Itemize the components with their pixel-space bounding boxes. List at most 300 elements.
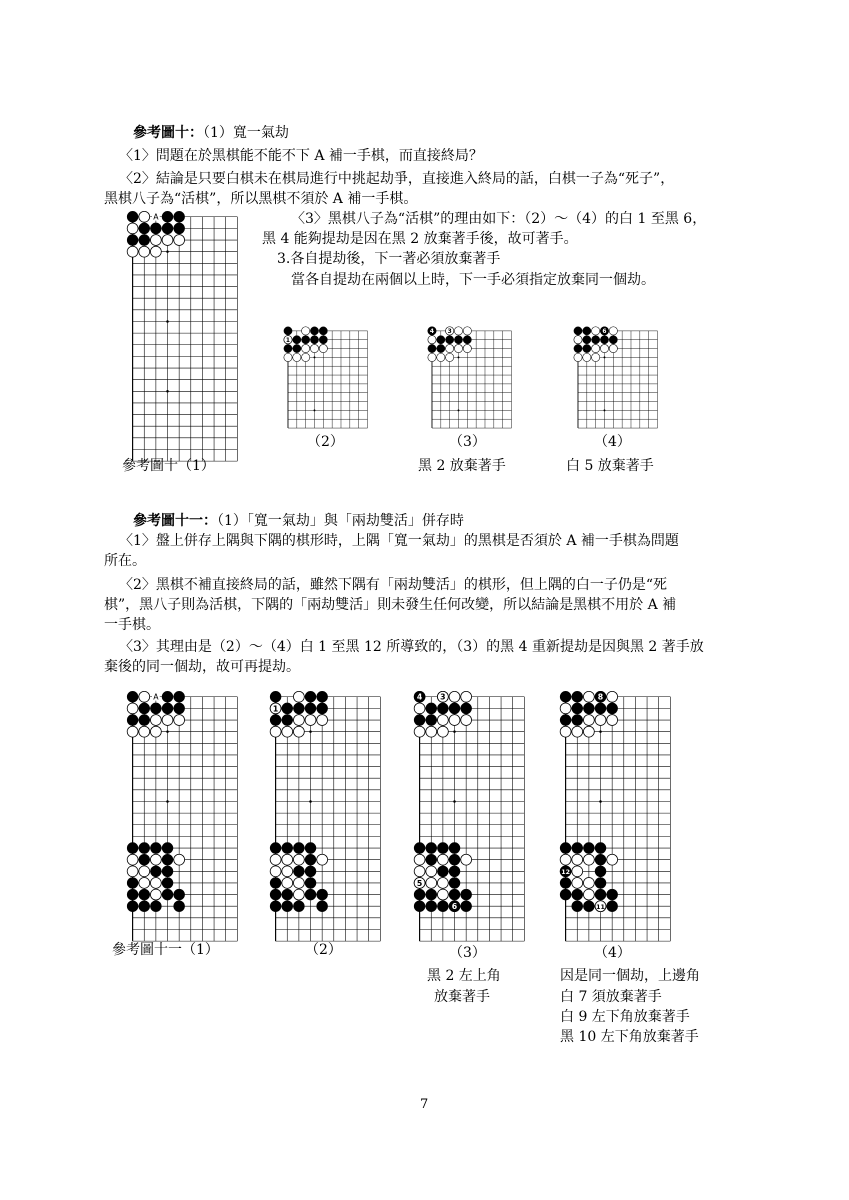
white-stone <box>270 726 281 737</box>
black-stone <box>270 901 281 912</box>
black-stone <box>150 843 161 854</box>
black-stone <box>414 889 425 900</box>
white-stone <box>139 691 150 702</box>
star-point <box>599 800 602 803</box>
go-board-fig11-3 <box>401 689 541 945</box>
white-stone <box>461 715 472 726</box>
section10-heading-rest: （1）寬一氣劫 <box>203 125 289 141</box>
black-stone <box>139 854 150 865</box>
black-stone <box>305 889 316 900</box>
black-stone <box>282 703 293 714</box>
black-stone <box>560 843 571 854</box>
section11-heading-label: 參考圖十一： <box>133 513 217 529</box>
white-stone <box>302 353 310 361</box>
white-stone <box>319 344 327 352</box>
black-stone <box>127 715 138 726</box>
black-stone <box>574 344 582 352</box>
black-stone <box>572 691 583 702</box>
white-stone <box>428 336 436 344</box>
white-stone <box>574 336 582 344</box>
white-stone <box>560 703 571 714</box>
white-stone <box>284 353 292 361</box>
black-stone <box>139 889 150 900</box>
black-stone <box>305 866 316 877</box>
black-stone <box>293 703 304 714</box>
fig11-2-caption: （2） <box>305 942 342 958</box>
white-stone <box>150 878 161 889</box>
white-stone <box>127 854 138 865</box>
black-stone <box>317 889 328 900</box>
section11-p3a: 〈3〉其理由是（2）～（4）白 1 至黑 12 所導致的，（3）的黑 4 重新提劫是因與黑 2 著手放 <box>119 639 704 655</box>
white-stone <box>583 889 594 900</box>
move-number: 11 <box>596 904 605 912</box>
white-stone <box>560 854 571 865</box>
black-stone <box>282 889 293 900</box>
star-point <box>166 390 169 393</box>
white-stone <box>150 726 161 737</box>
black-stone <box>317 901 328 912</box>
black-stone <box>150 703 161 714</box>
black-stone <box>572 843 583 854</box>
white-stone <box>437 715 448 726</box>
black-stone <box>319 327 327 335</box>
black-stone <box>437 843 448 854</box>
black-stone <box>270 843 281 854</box>
section11-p1a: 〈1〉盤上併存上隅與下隅的棋形時，上隅「寬一氣劫」的黑棋是否須於 A 補一手棋為問題 <box>119 533 679 549</box>
black-stone <box>174 211 185 222</box>
white-stone <box>437 889 448 900</box>
white-stone <box>282 878 293 889</box>
white-stone <box>127 246 138 257</box>
point-label-a: A <box>153 212 159 222</box>
white-stone <box>293 353 301 361</box>
black-stone <box>449 889 460 900</box>
black-stone <box>595 878 606 889</box>
white-stone <box>127 866 138 877</box>
white-stone <box>162 715 173 726</box>
star-point <box>166 320 169 323</box>
white-stone <box>139 211 150 222</box>
white-stone <box>426 866 437 877</box>
white-stone <box>449 715 460 726</box>
black-stone <box>572 901 583 912</box>
white-stone <box>317 854 328 865</box>
white-stone <box>449 691 460 702</box>
black-stone <box>310 327 318 335</box>
black-stone <box>437 703 448 714</box>
black-stone <box>162 889 173 900</box>
black-stone <box>305 878 316 889</box>
white-stone <box>150 715 161 726</box>
white-stone <box>437 353 445 361</box>
black-stone <box>127 889 138 900</box>
black-stone <box>583 703 594 714</box>
white-stone <box>293 878 304 889</box>
black-stone <box>150 901 161 912</box>
black-stone <box>127 878 138 889</box>
fig10-4-note: 白 5 放棄著手 <box>566 458 654 474</box>
white-stone <box>572 878 583 889</box>
section10-p5: 當各自提劫在兩個以上時，下一手必須指定放棄同一個劫。 <box>291 272 655 288</box>
black-stone <box>282 901 293 912</box>
black-stone <box>426 843 437 854</box>
white-stone <box>150 889 161 900</box>
black-stone <box>414 843 425 854</box>
black-stone <box>426 901 437 912</box>
white-stone <box>270 866 281 877</box>
page-number: 7 <box>420 1097 429 1112</box>
section11-p3b: 棄後的同一個劫，故可再提劫。 <box>104 659 300 675</box>
go-board-fig11-4 <box>547 689 687 945</box>
white-stone <box>426 726 437 737</box>
fig11-4-note-1: 因是同一個劫，上邊角 <box>560 968 700 984</box>
black-stone <box>592 336 600 344</box>
white-stone <box>583 878 594 889</box>
white-stone <box>414 726 425 737</box>
star-point <box>604 356 606 358</box>
section11-p2c: 一手棋。 <box>104 617 160 633</box>
black-stone <box>454 336 462 344</box>
black-stone <box>305 843 316 854</box>
black-stone <box>305 703 316 714</box>
section10-p3a: 〈3〉黑棋八子為“活棋”的理由如下：（2）～（4）的白 1 至黑 6， <box>291 211 707 227</box>
white-stone <box>293 889 304 900</box>
white-stone <box>127 726 138 737</box>
star-point <box>166 250 169 253</box>
black-stone <box>284 327 292 335</box>
move-number: 1 <box>272 704 279 714</box>
black-stone <box>174 889 185 900</box>
white-stone <box>583 715 594 726</box>
white-stone <box>583 353 591 361</box>
white-stone <box>174 715 185 726</box>
black-stone <box>139 901 150 912</box>
star-point <box>458 356 460 358</box>
black-stone <box>127 211 138 222</box>
section11-heading <box>133 512 464 530</box>
fig11-4-note-2: 白 7 須放棄著手 <box>560 989 662 1005</box>
fig11-3-note-2: 放棄著手 <box>434 989 490 1005</box>
black-stone <box>270 889 281 900</box>
black-stone <box>127 691 138 702</box>
black-stone <box>461 889 472 900</box>
black-stone <box>162 223 173 234</box>
star-point <box>309 730 312 733</box>
section10-heading <box>133 124 289 142</box>
black-stone <box>174 223 185 234</box>
move-number: 6 <box>602 329 607 336</box>
white-stone <box>609 344 617 352</box>
black-stone <box>426 854 437 865</box>
white-stone <box>461 691 472 702</box>
white-stone <box>150 854 161 865</box>
black-stone <box>162 691 173 702</box>
black-stone <box>282 715 293 726</box>
black-stone <box>139 235 150 246</box>
move-number: 4 <box>429 329 435 336</box>
white-stone <box>446 344 454 352</box>
white-stone <box>293 726 304 737</box>
black-stone <box>293 901 304 912</box>
black-stone <box>437 336 445 344</box>
black-stone <box>461 901 472 912</box>
black-stone <box>600 336 608 344</box>
black-stone <box>174 901 185 912</box>
black-stone <box>560 715 571 726</box>
fig10-3-caption: （3） <box>449 434 486 450</box>
black-stone <box>317 691 328 702</box>
white-stone <box>446 353 454 361</box>
black-stone <box>293 344 301 352</box>
white-stone <box>293 854 304 865</box>
black-stone <box>150 223 161 234</box>
star-point <box>309 800 312 803</box>
black-stone <box>449 878 460 889</box>
white-stone <box>454 344 462 352</box>
white-stone <box>174 854 185 865</box>
black-stone <box>595 866 606 877</box>
white-stone <box>150 246 161 257</box>
black-stone <box>162 703 173 714</box>
white-stone <box>454 327 462 335</box>
black-stone <box>560 878 571 889</box>
white-stone <box>270 854 281 865</box>
black-stone <box>437 866 448 877</box>
white-stone <box>127 703 138 714</box>
go-board-fig10-2 <box>257 325 397 431</box>
black-stone <box>583 901 594 912</box>
white-stone <box>293 691 304 702</box>
white-stone <box>572 726 583 737</box>
section10-p4: 3.各自提劫後，下一著必須放棄著手 <box>277 251 501 267</box>
white-stone <box>583 726 594 737</box>
white-stone <box>583 854 594 865</box>
white-stone <box>317 715 328 726</box>
black-stone <box>449 843 460 854</box>
fig11-4-note-3: 白 9 左下角放棄著手 <box>560 1009 690 1025</box>
black-stone <box>150 866 161 877</box>
fig10-4-caption: （4） <box>594 434 631 450</box>
black-stone <box>317 703 328 714</box>
white-stone <box>139 246 150 257</box>
white-stone <box>574 353 582 361</box>
go-board-fig11-2 <box>257 689 397 945</box>
point-label-a: A <box>153 692 159 702</box>
fig11-3-note-1: 黑 2 左上角 <box>427 968 501 984</box>
black-stone <box>139 843 150 854</box>
black-stone <box>426 703 437 714</box>
black-stone <box>437 344 445 352</box>
black-stone <box>174 703 185 714</box>
black-stone <box>162 878 173 889</box>
white-stone <box>461 854 472 865</box>
star-point <box>453 730 456 733</box>
black-stone <box>270 878 281 889</box>
white-stone <box>595 715 606 726</box>
white-stone <box>463 344 471 352</box>
section11-p2b: 棋”，黑八子則為活棋，下隅的「兩劫雙活」則未發生任何改變，所以結論是黑棋不用於 A 補 <box>104 597 677 613</box>
black-stone <box>572 703 583 714</box>
star-point <box>604 409 606 411</box>
white-stone <box>592 327 600 335</box>
star-point <box>314 409 316 411</box>
black-stone <box>595 703 606 714</box>
black-stone <box>414 901 425 912</box>
white-stone <box>139 878 150 889</box>
white-stone <box>560 726 571 737</box>
white-stone <box>607 691 618 702</box>
white-stone <box>607 854 618 865</box>
white-stone <box>583 691 594 702</box>
white-stone <box>282 866 293 877</box>
black-stone <box>461 703 472 714</box>
black-stone <box>572 889 583 900</box>
black-stone <box>284 344 292 352</box>
black-stone <box>293 866 304 877</box>
section11-p2a: 〈2〉黑棋不補直接終局的話，雖然下隅有「兩劫雙活」的棋形，但上隅的白一子仍是“死 <box>119 577 668 593</box>
go-board-fig10-4 <box>547 325 687 431</box>
fig11-1-caption: 參考圖十一（1） <box>112 942 219 958</box>
white-stone <box>293 715 304 726</box>
white-stone <box>426 878 437 889</box>
white-stone <box>305 715 316 726</box>
black-stone <box>583 344 591 352</box>
white-stone <box>414 866 425 877</box>
black-stone <box>595 889 606 900</box>
black-stone <box>293 843 304 854</box>
black-stone <box>449 866 460 877</box>
black-stone <box>282 843 293 854</box>
move-number: 3 <box>440 692 446 702</box>
white-stone <box>607 715 618 726</box>
board-grid <box>429 329 512 428</box>
board-grid <box>578 331 658 428</box>
black-stone <box>305 691 316 702</box>
black-stone <box>583 336 591 344</box>
black-stone <box>319 336 327 344</box>
section10-p3b: 黑 4 能夠提劫是因在黑 2 放棄著手後，故可著手。 <box>262 231 578 247</box>
black-stone <box>139 703 150 714</box>
white-stone <box>428 353 436 361</box>
move-number: 1 <box>285 337 291 344</box>
move-number: 4 <box>416 692 423 702</box>
fig10-1-caption: 參考圖十（1） <box>122 458 215 474</box>
black-stone <box>560 889 571 900</box>
fig10-3-note: 黑 2 放棄著手 <box>418 458 506 474</box>
white-stone <box>572 854 583 865</box>
black-stone <box>583 843 594 854</box>
star-point <box>453 800 456 803</box>
move-number: 6 <box>451 902 458 912</box>
black-stone <box>583 327 591 335</box>
section10-p2a: 〈2〉結論是只要白棋未在棋局進行中挑起劫爭，直接進入終局的話，白棋一子為“死子”， <box>119 171 675 187</box>
white-stone <box>302 344 310 352</box>
black-stone <box>560 691 571 702</box>
white-stone <box>437 726 448 737</box>
star-point <box>458 409 460 411</box>
white-stone <box>463 327 471 335</box>
black-stone <box>463 336 471 344</box>
black-stone <box>270 715 281 726</box>
fig11-4-note-4: 黑 10 左下角放棄著手 <box>560 1029 699 1045</box>
star-point <box>599 730 602 733</box>
go-board-fig10-3 <box>401 325 541 431</box>
black-stone <box>293 336 301 344</box>
white-stone <box>282 726 293 737</box>
white-stone <box>139 866 150 877</box>
white-stone <box>600 344 608 352</box>
white-stone <box>174 235 185 246</box>
black-stone <box>139 715 150 726</box>
white-stone <box>414 854 425 865</box>
black-stone <box>127 901 138 912</box>
white-stone <box>139 726 150 737</box>
black-stone <box>449 854 460 865</box>
fig11-3-caption: （3） <box>449 945 486 961</box>
white-stone <box>609 327 617 335</box>
board-grid <box>285 331 368 428</box>
star-point <box>166 730 169 733</box>
black-stone <box>595 854 606 865</box>
black-stone <box>414 715 425 726</box>
black-stone <box>127 235 138 246</box>
fig10-2-caption: （2） <box>307 434 344 450</box>
white-stone <box>162 235 173 246</box>
black-stone <box>574 327 582 335</box>
section10-p2b: 黑棋八子為“活棋”，所以黑棋不須於 A 補一手棋。 <box>104 191 418 207</box>
black-stone <box>127 843 138 854</box>
white-stone <box>592 344 600 352</box>
black-stone <box>607 889 618 900</box>
white-stone <box>282 854 293 865</box>
white-stone <box>437 878 448 889</box>
black-stone <box>162 211 173 222</box>
black-stone <box>428 344 436 352</box>
section11-p1b: 所在。 <box>104 553 146 569</box>
black-stone <box>607 901 618 912</box>
black-stone <box>426 889 437 900</box>
white-stone <box>414 703 425 714</box>
move-number: 8 <box>597 692 604 702</box>
white-stone <box>310 344 318 352</box>
move-number: 5 <box>416 878 423 888</box>
go-board-fig10-1 <box>114 209 254 465</box>
star-point <box>166 800 169 803</box>
white-stone <box>592 353 600 361</box>
section10-heading-label: 參考圖十： <box>133 125 203 141</box>
black-stone <box>446 336 454 344</box>
black-stone <box>426 715 437 726</box>
black-stone <box>609 336 617 344</box>
move-number: 12 <box>561 869 570 877</box>
black-stone <box>449 703 460 714</box>
black-stone <box>310 336 318 344</box>
black-stone <box>305 854 316 865</box>
black-stone <box>162 866 173 877</box>
black-stone <box>174 691 185 702</box>
section10-p1: 〈1〉問題在於黑棋能不能不下 A 補一手棋，而直接終局？ <box>119 148 483 164</box>
black-stone <box>572 715 583 726</box>
black-stone <box>162 854 173 865</box>
white-stone <box>302 327 310 335</box>
black-stone <box>595 843 606 854</box>
white-stone <box>437 854 448 865</box>
white-stone <box>150 235 161 246</box>
white-stone <box>127 223 138 234</box>
black-stone <box>437 901 448 912</box>
fig11-4-caption: （4） <box>594 945 631 961</box>
go-board-fig11-1 <box>114 689 254 945</box>
